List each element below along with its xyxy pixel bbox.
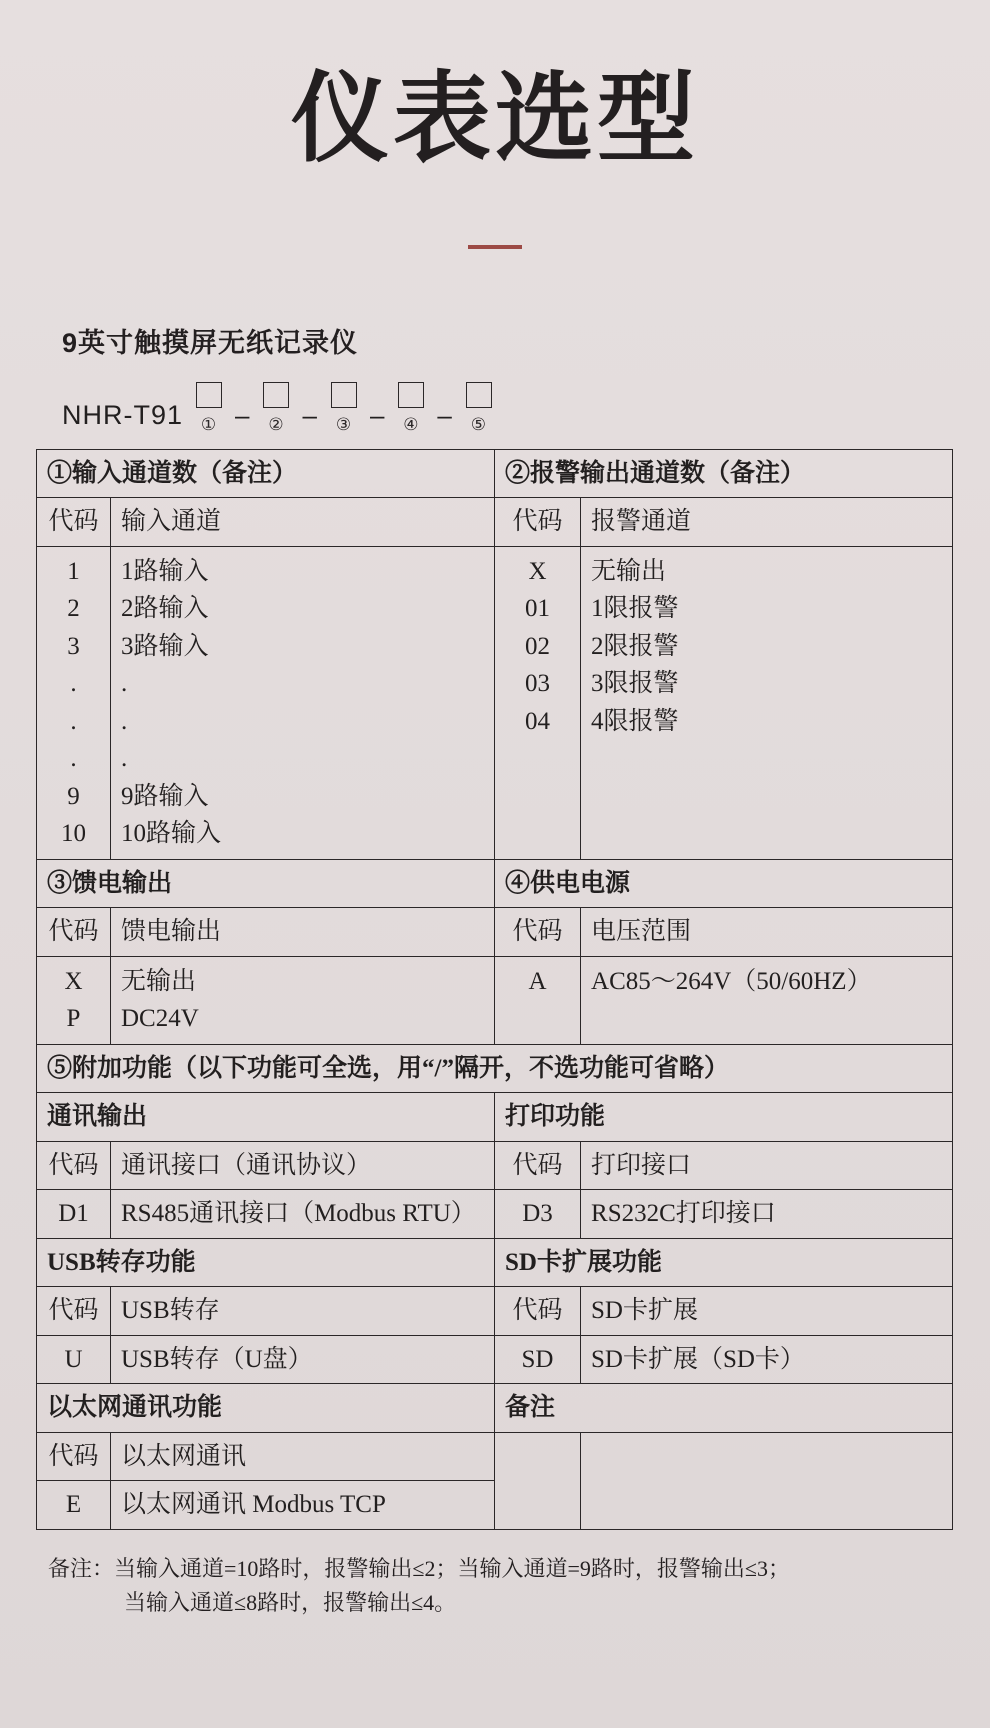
code-dash-4: – xyxy=(437,399,453,430)
comm-value-header: 通讯接口（通讯协议） xyxy=(111,1141,495,1190)
section-3-value-header: 馈电输出 xyxy=(111,908,495,957)
sd-value: SD卡扩展（SD卡） xyxy=(581,1335,953,1384)
code-cell: 9 xyxy=(67,782,80,810)
print-value: RS232C打印接口 xyxy=(581,1190,953,1239)
table-row xyxy=(37,956,953,1044)
ethernet-value-header: 以太网通讯 xyxy=(111,1432,495,1481)
code-dash-3: – xyxy=(369,399,386,430)
comm-code: D1 xyxy=(37,1190,111,1239)
sd-value-header: SD卡扩展 xyxy=(581,1287,953,1336)
usb-code-header: 代码 xyxy=(37,1287,111,1336)
section-3-value-list xyxy=(111,956,495,1044)
value-cell: 1路输入 xyxy=(121,557,209,585)
section-4-value-header: 电压范围 xyxy=(581,908,953,957)
value-cell: DC24V xyxy=(121,1005,199,1033)
slot-number-5: ⑤ xyxy=(470,414,488,434)
table-row xyxy=(37,1384,953,1433)
usb-code: U xyxy=(37,1335,111,1384)
section-4-title: ④供电电源 xyxy=(495,859,953,908)
code-dash-2: – xyxy=(302,399,318,430)
print-code: D3 xyxy=(495,1190,581,1239)
section-1-value-header: 输入通道 xyxy=(111,498,495,547)
slot-number-4: ④ xyxy=(403,414,420,434)
code-cell: 01 xyxy=(525,595,551,623)
section-1-code-list xyxy=(37,546,111,859)
value-cell: 1限报警 xyxy=(591,595,679,623)
code-dash-1: – xyxy=(235,399,251,430)
remark-code-cell xyxy=(495,1432,581,1529)
value-cell: 9路输入 xyxy=(121,782,209,810)
table-row xyxy=(37,908,953,957)
value-cell: . xyxy=(121,670,128,698)
slot-number-1: ① xyxy=(200,414,218,434)
print-value-header: 打印接口 xyxy=(581,1141,953,1190)
remark-value-cell xyxy=(581,1432,953,1529)
section-3-code-list xyxy=(37,956,111,1044)
table-row xyxy=(37,1287,953,1336)
section-4-value-list xyxy=(581,956,953,1044)
usb-value-header: USB转存 xyxy=(111,1287,495,1336)
code-cell: X xyxy=(64,967,83,995)
code-cell: 10 xyxy=(61,820,86,848)
table-row xyxy=(37,1238,953,1287)
slot-box-1[interactable] xyxy=(196,382,222,408)
model-slot-4[interactable] xyxy=(387,382,435,435)
value-cell: 10路输入 xyxy=(121,820,222,848)
section-2-value-header: 报警通道 xyxy=(581,498,953,547)
value-cell: 3路输入 xyxy=(121,632,209,660)
model-slot-3[interactable] xyxy=(320,382,368,435)
value-cell: 4限报警 xyxy=(591,707,679,735)
section-2-value-list xyxy=(581,546,953,859)
section-1-title: ①输入通道数（备注） xyxy=(37,449,495,498)
slot-box-5[interactable] xyxy=(466,382,492,408)
slot-box-3[interactable] xyxy=(331,382,357,408)
slot-box-2[interactable] xyxy=(263,382,289,408)
table-row xyxy=(37,1432,953,1481)
table-row xyxy=(37,546,953,859)
model-slot-2[interactable] xyxy=(252,382,300,435)
title-divider-wrap xyxy=(0,245,990,249)
comm-value: RS485通讯接口（Modbus RTU） xyxy=(111,1190,495,1239)
code-cell: A xyxy=(528,967,547,995)
usb-group-title: USB转存功能 xyxy=(37,1238,495,1287)
slot-number-2: ② xyxy=(268,414,285,434)
value-cell: . xyxy=(121,707,128,735)
slot-number-3: ③ xyxy=(335,414,353,434)
table-row xyxy=(37,1141,953,1190)
sd-code-header: 代码 xyxy=(495,1287,581,1336)
code-cell: 02 xyxy=(525,632,551,660)
section-2-title: ②报警输出通道数（备注） xyxy=(495,449,953,498)
model-section xyxy=(62,321,990,435)
footnote-line-2: 当输入通道≤8路时，报警输出≤4。 xyxy=(124,1589,457,1615)
model-code-prefix: NHR-T91 xyxy=(62,399,184,430)
section-3-code-header: 代码 xyxy=(37,908,111,957)
remark-group-title: 备注 xyxy=(495,1384,953,1433)
code-cell: . xyxy=(70,707,77,735)
ethernet-code-header: 代码 xyxy=(37,1432,111,1481)
table-row xyxy=(37,859,953,908)
section-4-code-header: 代码 xyxy=(495,908,581,957)
table-row xyxy=(37,449,953,498)
code-cell: 3 xyxy=(67,632,80,660)
value-cell: 2路输入 xyxy=(121,595,209,623)
page-title: 仪表选型 xyxy=(290,63,699,173)
code-cell: X xyxy=(528,557,547,585)
value-cell: 2限报警 xyxy=(591,632,679,660)
footnote xyxy=(48,1552,990,1620)
model-slot-1[interactable] xyxy=(185,382,233,435)
table-row xyxy=(37,1335,953,1384)
code-cell: 03 xyxy=(525,670,551,698)
section-1-code-header: 代码 xyxy=(37,498,111,547)
slot-box-4[interactable] xyxy=(398,382,424,408)
table-row xyxy=(37,1044,953,1093)
ethernet-group-title: 以太网通讯功能 xyxy=(37,1384,495,1433)
code-cell: P xyxy=(66,1005,81,1033)
selection-table xyxy=(36,449,953,1530)
print-group-title: 打印功能 xyxy=(495,1093,953,1142)
product-name: 9英寸触摸屏无纸记录仪 xyxy=(62,327,359,358)
section-1-value-list xyxy=(111,546,495,859)
section-3-title: ③馈电输出 xyxy=(37,859,495,908)
title-divider xyxy=(468,245,522,249)
section-2-code-list xyxy=(495,546,581,859)
value-cell: 无输出 xyxy=(591,557,667,585)
model-slot-5[interactable] xyxy=(455,382,503,435)
table-row xyxy=(37,1093,953,1142)
section-4-code-list xyxy=(495,956,581,1044)
code-cell: 1 xyxy=(67,557,80,585)
code-cell: . xyxy=(70,670,77,698)
footnote-line-1: 备注：当输入通道=10路时，报警输出≤2；当输入通道=9路时，报警输出≤3； xyxy=(48,1555,790,1581)
print-code-header: 代码 xyxy=(495,1141,581,1190)
value-cell: 3限报警 xyxy=(591,670,679,698)
code-cell: 2 xyxy=(67,595,80,623)
value-cell: 无输出 xyxy=(121,967,197,995)
ethernet-value: 以太网通讯 Modbus TCP xyxy=(111,1481,495,1530)
code-cell: 04 xyxy=(525,707,551,735)
sd-code: SD xyxy=(495,1335,581,1384)
value-cell: AC85～264V（50/60HZ） xyxy=(591,967,872,995)
table-row xyxy=(37,1190,953,1239)
section-2-code-header: 代码 xyxy=(495,498,581,547)
model-code-row xyxy=(62,382,990,435)
comm-group-title: 通讯输出 xyxy=(37,1093,495,1142)
comm-code-header: 代码 xyxy=(37,1141,111,1190)
ethernet-code: E xyxy=(37,1481,111,1530)
usb-value: USB转存（U盘） xyxy=(111,1335,495,1384)
sd-group-title: SD卡扩展功能 xyxy=(495,1238,953,1287)
code-cell: . xyxy=(70,745,77,773)
section-5-title: ⑤附加功能（以下功能可全选，用“/”隔开，不选功能可省略） xyxy=(37,1044,953,1093)
table-row xyxy=(37,498,953,547)
value-cell: . xyxy=(121,745,128,773)
